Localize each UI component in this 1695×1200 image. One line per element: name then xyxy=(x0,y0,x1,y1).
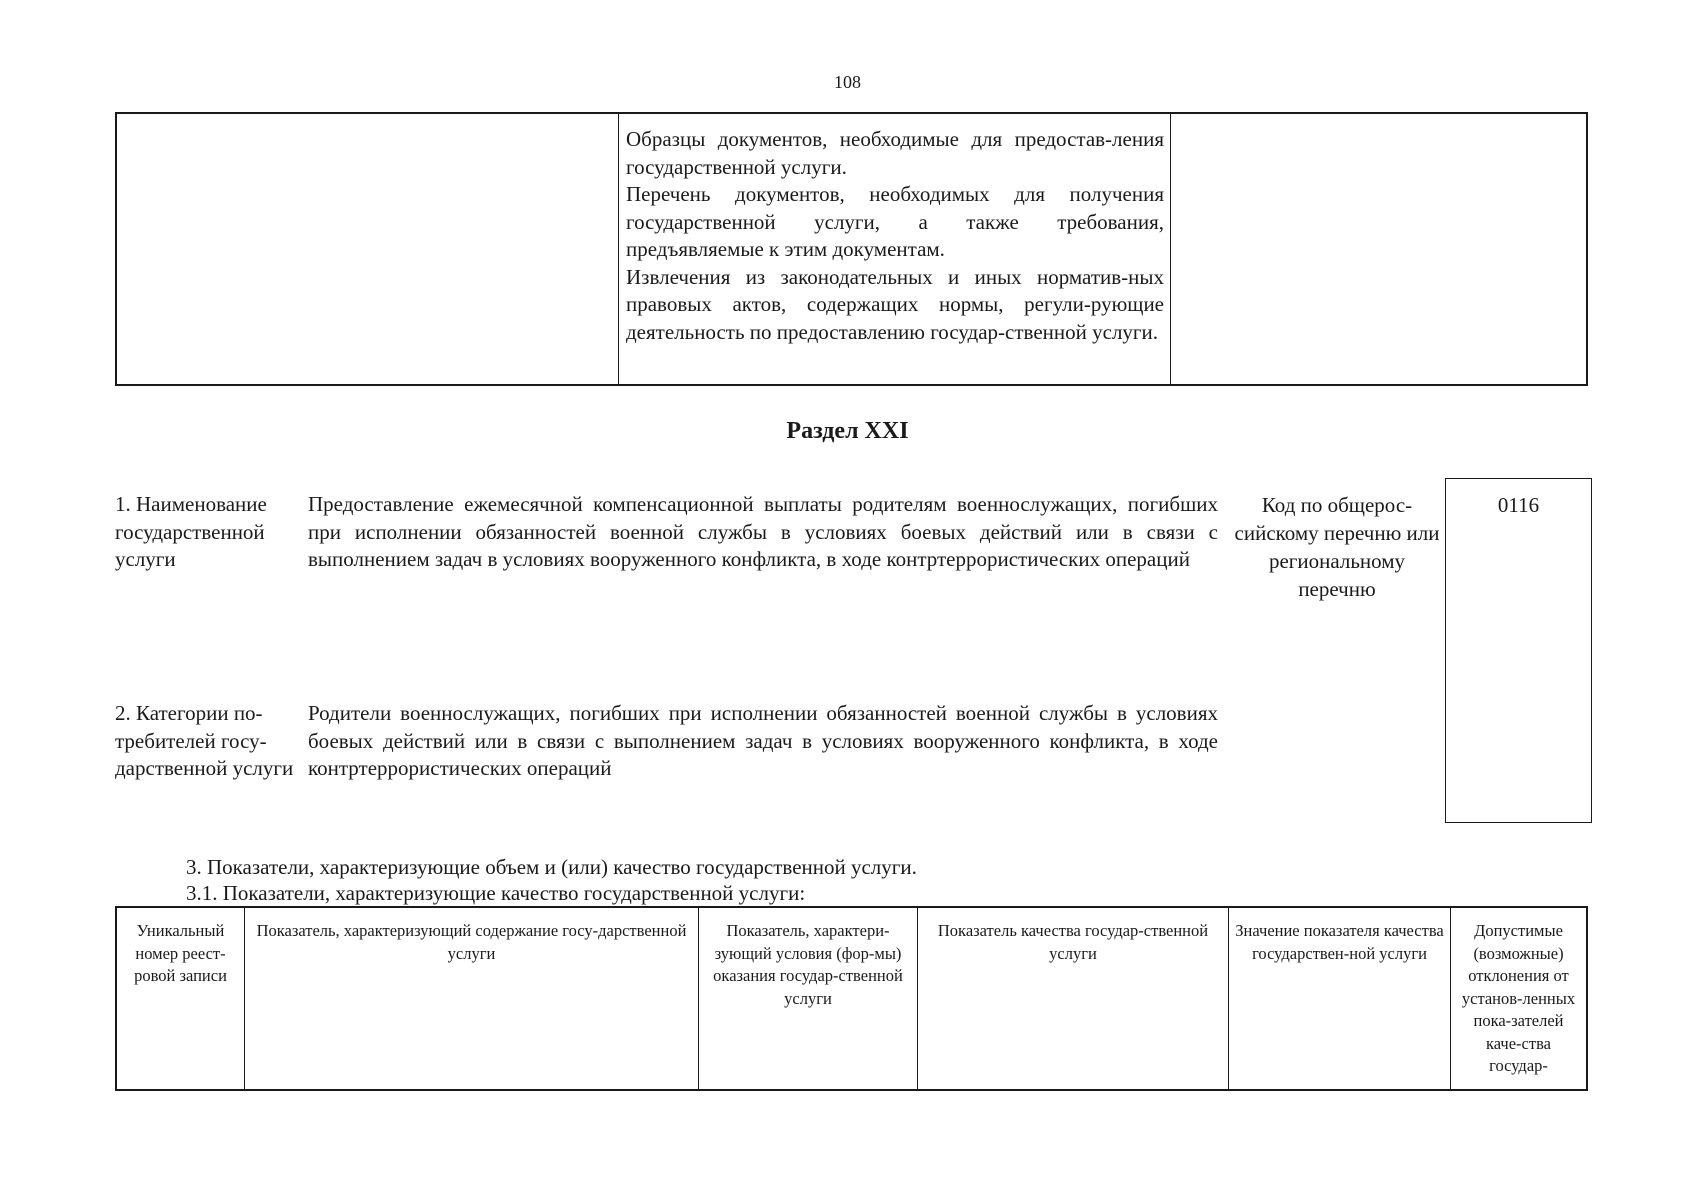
quality-indicators-heading: 3.1. Показатели, характеризующие качество государственной услуги: xyxy=(186,881,806,905)
header-quality-value: Значение показателя качества государствен-ной услуги xyxy=(1229,908,1451,1089)
registry-code-box xyxy=(1445,478,1592,823)
continuation-table-right-cell xyxy=(1171,114,1586,384)
section-title: Раздел XXI xyxy=(786,418,909,444)
page-number: 108 xyxy=(834,72,861,92)
legal-extracts-paragraph: Извлечения из законодательных и иных норматив-ных правовых актов, содержащих нормы, регули-рующие деятельность по предоставлению государ-ственной услуги. xyxy=(626,264,1164,344)
continuation-table xyxy=(115,112,1588,386)
continuation-table-empty-cell xyxy=(117,114,619,384)
continuation-table-text-cell xyxy=(619,114,1171,384)
consumer-categories-label: 2. Категории по-требителей госу-дарственной услуги xyxy=(115,701,294,780)
service-name-label: 1. Наименование государственной услуги xyxy=(115,492,267,571)
header-quality-indicator: Показатель качества государ-ственной услуги xyxy=(918,908,1229,1089)
header-service-content: Показатель, характеризующий содержание госу-дарственной услуги xyxy=(245,908,699,1089)
header-allowed-deviations: Допустимые (возможные) отклонения от установ-ленных пока-зателей каче-ства государ- xyxy=(1461,921,1576,1075)
header-service-conditions: Показатель, характери-зующий условия (фор-мы) оказания государ-ственной услуги xyxy=(699,908,918,1089)
indicators-heading: 3. Показатели, характеризующие объем и (или) качество государственной услуги. xyxy=(186,855,917,879)
registry-code-value: 0116 xyxy=(1497,493,1540,517)
consumer-categories-text: Родители военнослужащих, погибших при исполнении обязанностей военной службы в условиях боевых действий или в связи с выполнением задач в условиях вооруженного конфликта, в ходе контртеррористических операций xyxy=(308,701,1218,780)
sample-documents-paragraph: Образцы документов, необходимые для предостав-ления государственной услуги. xyxy=(626,127,1164,179)
service-name-text: Предоставление ежемесячной компенсационной выплаты родителям военнослужащих, погибших при исполнении обязанностей военной службы в условиях боевых действий или в связи с выполнением задач в условиях вооруженного конфликта, в ходе контртеррористических операций xyxy=(308,492,1218,571)
documents-list-paragraph: Перечень документов, необходимых для получения государственной услуги, а также требования, предъявляемые к этим документам. xyxy=(626,182,1164,261)
quality-indicators-table xyxy=(115,906,1588,1091)
registry-code-label: Код по общерос-сийскому перечню или региональному перечню xyxy=(1234,493,1440,601)
header-registry-number: Уникальный номер реест-ровой записи xyxy=(117,908,245,1089)
